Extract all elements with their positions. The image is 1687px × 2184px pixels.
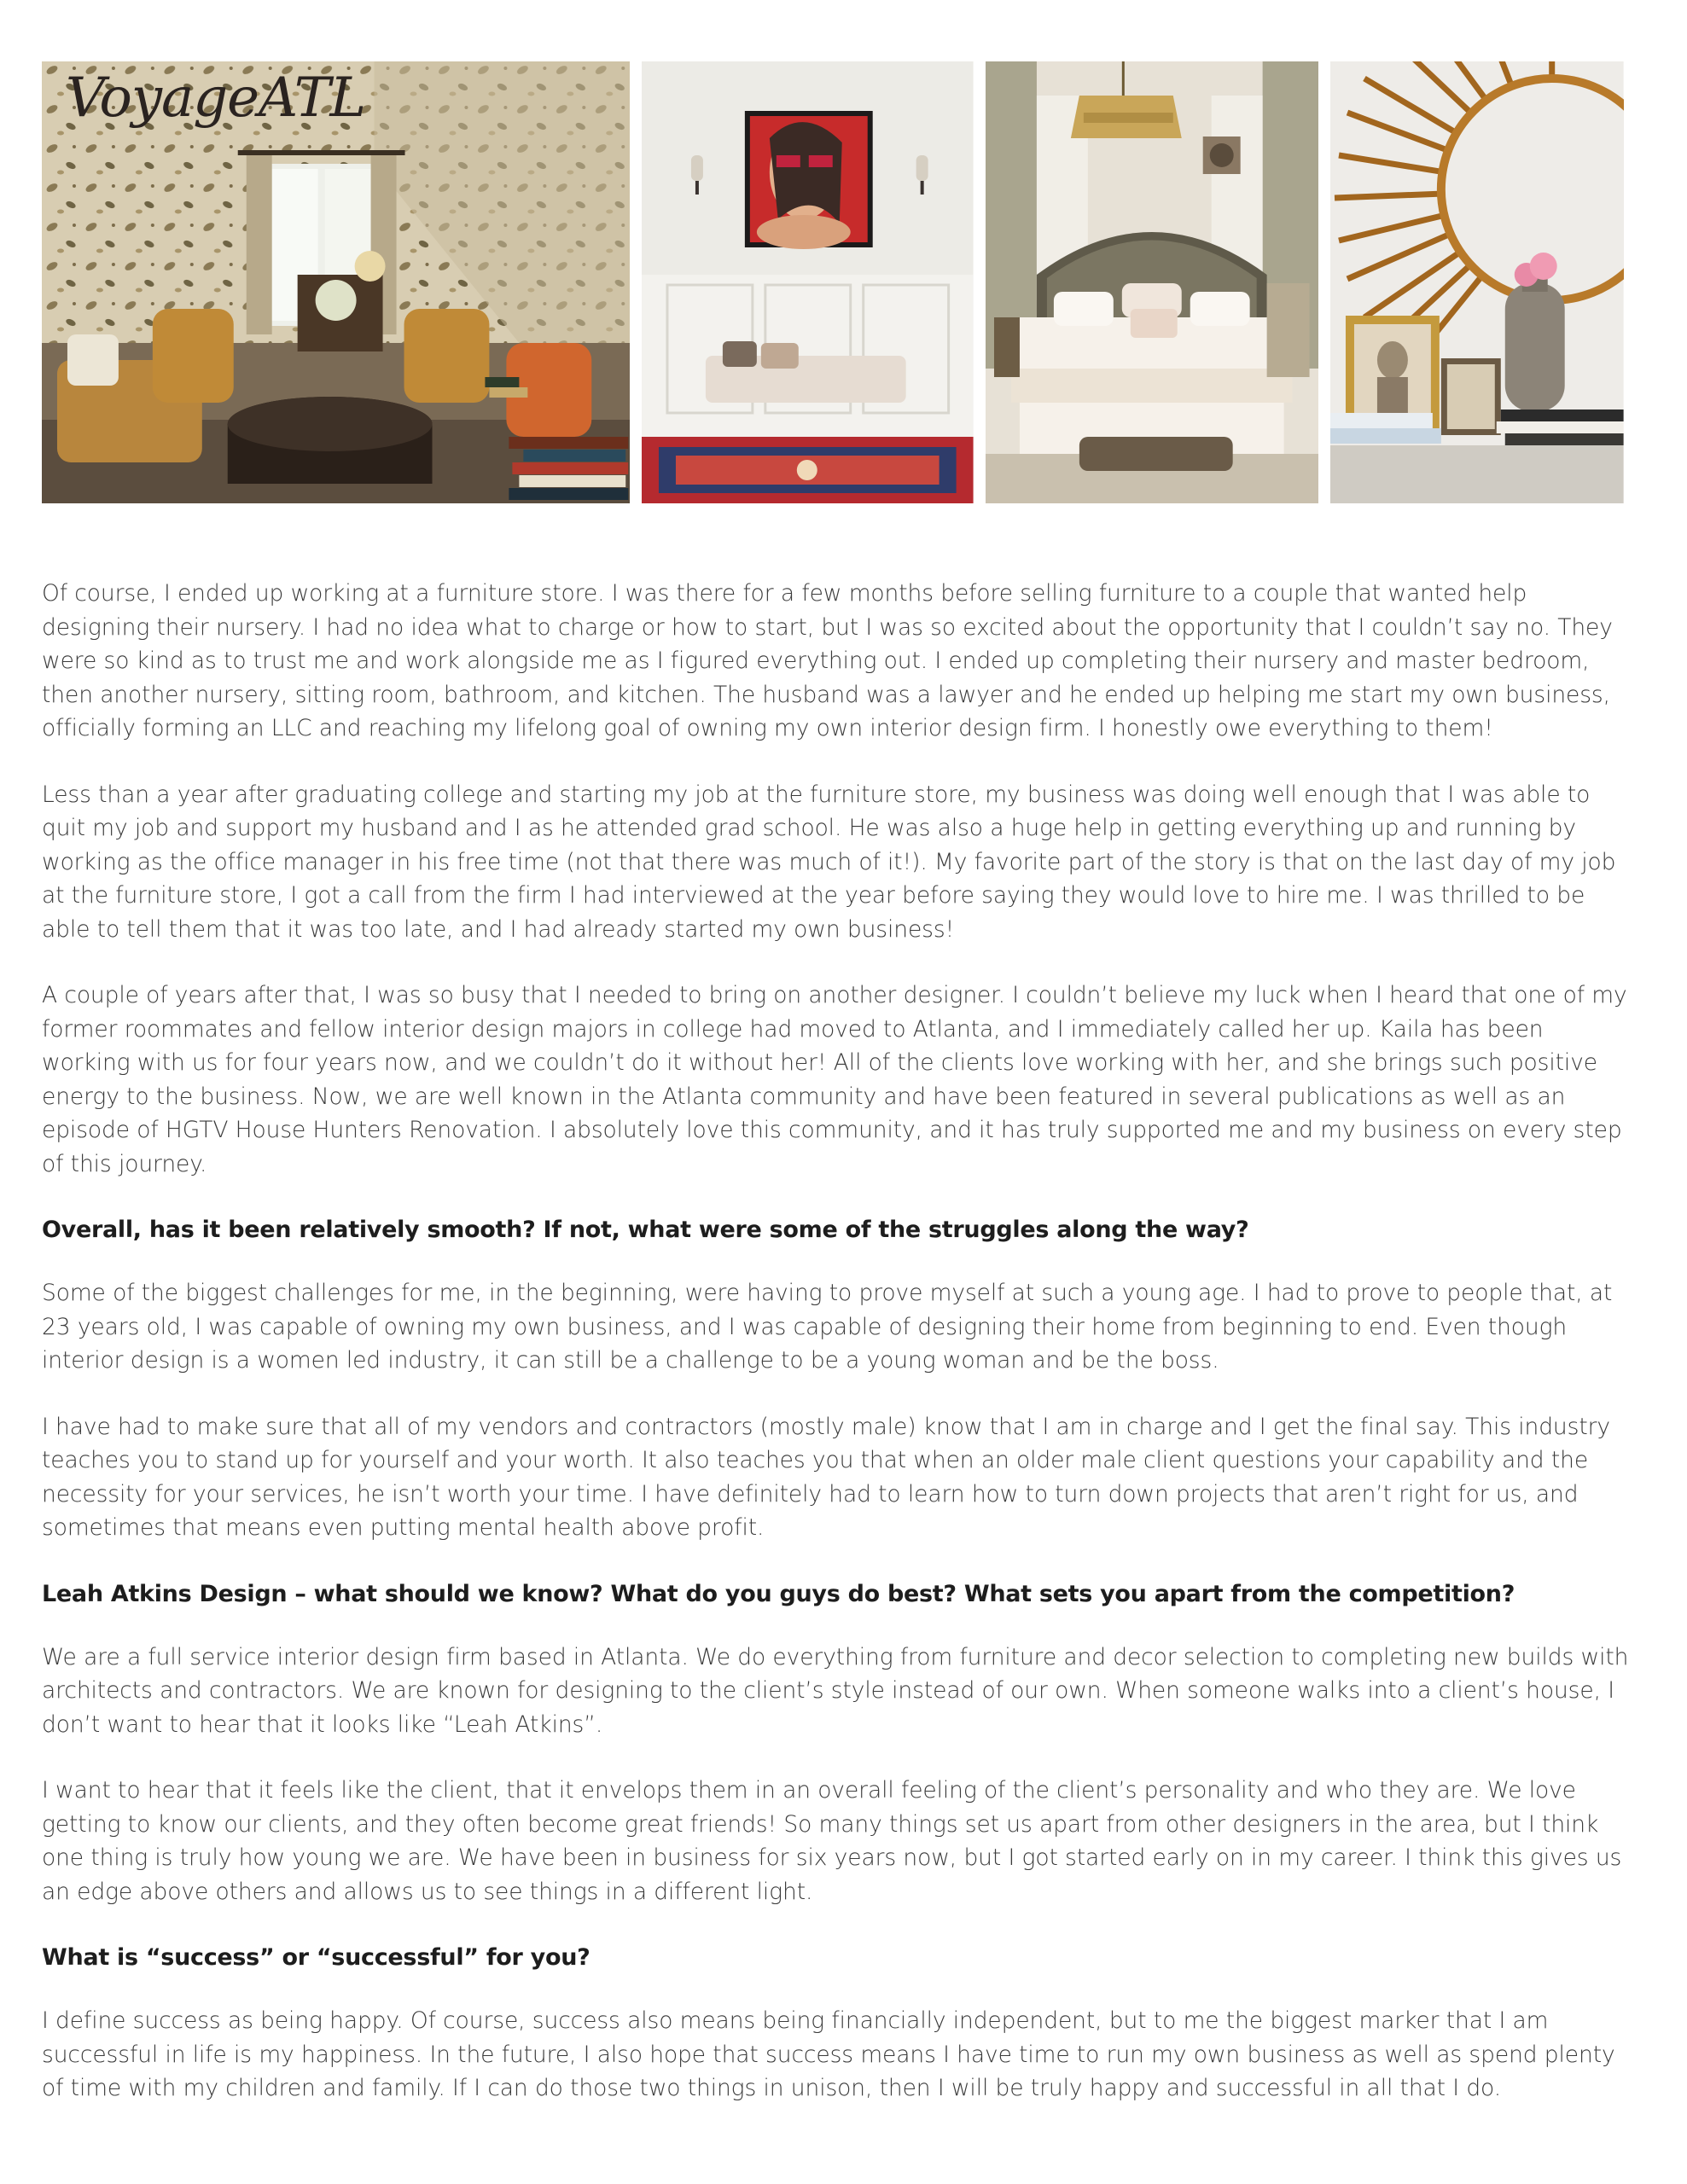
sunburst-mirror-vignette-photo: [1330, 61, 1624, 503]
paragraph-second-designer: A couple of years after that, I was so busy that I needed to bring on another designer. I couldn’t believe my luck when I heard that one of my former roommates and fellow interior design majors in college had moved to Atlanta, and I immediately called her up. Kaila has been working with us for four years now, and we couldn’t do it without her! All of the clients love working with her, and she brings such positive energy to the business. Now, we are well known in the Atlanta community and have been featured in several publications as well as an episode of HGTV House Hunters Renovation. I absolutely love this community, and it has truly supported me and my business on every step of this journey.: [42, 982, 1627, 1177]
paragraph-feels-like-client: I want to hear that it feels like the client, that it envelops them in an overall feeling of the client’s personality and who they are. We love getting to know our clients, and they often become great friends! So many things set us apart from other designers in the area, but I think one thing is truly how young we are. We have been in business for six years now, but I got started early on in my career. I think this gives us an edge above others and allows us to see things in a different light.: [42, 1777, 1622, 1905]
bedroom-chandelier-photo: [986, 61, 1319, 503]
paragraph-challenges: Some of the biggest challenges for me, in the beginning, were having to prove myself at such a young age. I had to prove to people that, at 23 years old, I was capable of owning my own business, and I was capable of designing their home from beginning to end. Even though interior design is a women led industry, it can still be a challenge to be a young woman and be the boss.: [42, 1280, 1613, 1374]
paragraph-vendors: I have had to make sure that all of my vendors and contractors (mostly male) know that I am in charge and I get the final say. This industry teaches you to stand up for yourself and your worth. It also teaches you that when an older male client questions your capability and the necessity for your services, he isn’t worth your time. I have definitely had to learn how to turn down projects that aren’t right for us, and sometimes that means even putting mental health above profit.: [42, 1413, 1610, 1541]
portrait-painting-entry-photo: [642, 61, 974, 503]
paragraph-furniture-store: Of course, I ended up working at a furniture store. I was there for a few months before selling furniture to a couple that wanted help designing their nursery. I had no idea what to charge or how to start, but I was so excited about the opportunity that I couldn’t say no. They were so kind as to trust me and work alongside me as I figured everything out. I ended up completing their nursery and master bedroom, then another nursery, sitting room, bathroom, and kitchen. The husband was a lawyer and he ended up helping me start my own business, officially forming an LLC and reaching my lifelong goal of owning my own interior design firm. I honestly owe everything to them!: [42, 580, 1613, 741]
paragraph-starting-business: Less than a year after graduating college and starting my job at the furniture store, my business was doing well enough that I was able to quit my job and support my husband and I as he attended grad school. He was also a huge help in getting everything up and running by working as the office manager in his free time (not that there was much of it!). My favorite part of the story is that on the last day of my job at the furniture store, I got a call from the firm I had interviewed at the year before saying they would love to hire me. I was thrilled to be able to tell them that it was too late, and I had already started my own business!: [42, 781, 1616, 943]
voyageatl-logo: VoyageATL: [66, 67, 365, 130]
paragraph-define-success: I define success as being happy. Of course, success also means being financially independent, but to me the biggest marker that I am successful in life is my happiness. In the future, I also hope that success means I have time to run my own business as well as spend plenty of time with my children and family. If I can do those two things in unison, then I will be truly happy and successful in all that I do.: [42, 2007, 1615, 2101]
photo-strip: [42, 61, 1624, 503]
paragraph-full-service: We are a full service interior design firm based in Atlanta. We do everything from furniture and decor selection to completing new builds with architects and contractors. We are known for designing to the client’s style instead of our own. When someone walks into a client’s house, I don’t want to hear that it looks like “Leah Atkins”.: [42, 1643, 1629, 1738]
attic-sitting-room-photo: [42, 61, 630, 503]
question-struggles: Overall, has it been relatively smooth? If not, what were some of the struggles along the way?: [42, 1217, 1249, 1243]
question-what-sets-apart: Leah Atkins Design – what should we know? What do you guys do best? What sets you apart from the competition?: [42, 1580, 1515, 1607]
question-success: What is “success” or “successful” for you?: [42, 1944, 590, 1971]
article-body: [42, 577, 1632, 2138]
